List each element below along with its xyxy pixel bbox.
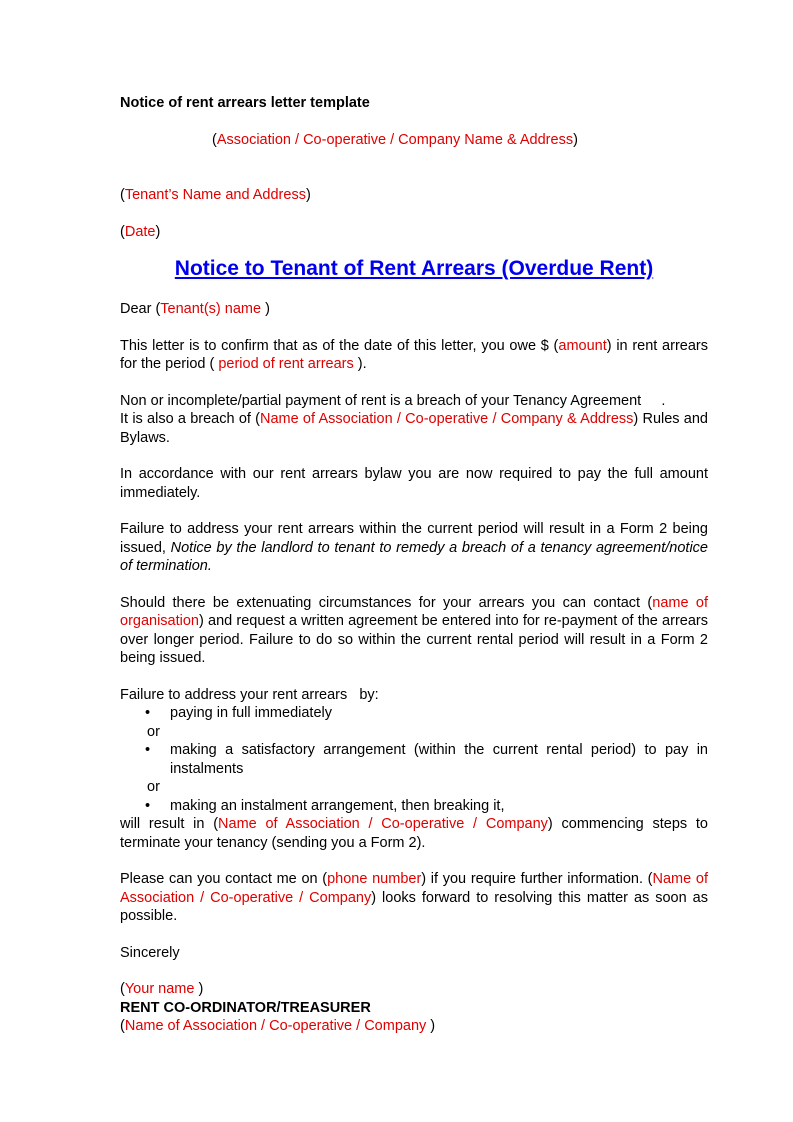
paragraph-bylaw: In accordance with our rent arrears bylaw you are now required to pay the full amount immediately. [120,466,708,501]
association-header [120,131,708,150]
document-title: Notice of rent arrears letter template [120,95,370,111]
paragraph-contact [120,870,708,926]
your-name-placeholder: Your name [124,981,199,997]
association-placeholder: Name of Association / Co-operative / Company [124,1018,431,1034]
association-placeholder: Name of Association / Co-operative / Company [120,871,708,906]
paragraph-form2 [120,520,708,576]
or-separator: or [147,779,160,795]
list-item-text: making an instalment arrangement, then breaking it, [170,797,505,814]
paragraph-extenuating [120,594,708,668]
paren-close: ) [305,187,311,203]
text-run: This letter is to confirm that as of the date of this letter, you owe $ ( [120,337,559,354]
list-item-text: paying in full immediately [170,705,332,721]
text-run: It is also a breach of ( [120,411,260,427]
paren-open: ( [120,981,125,997]
text-run: Should there be extenuating circumstances for your arrears you can contact ( [120,594,653,611]
salutation [120,300,708,319]
text-run: ) looks forward to resolving this matter as soon as possible. [120,889,708,924]
text-run: will result in ( [120,816,219,832]
association-placeholder: Name of Association / Co-operative / Company & Address [260,411,634,427]
failure-list [120,741,708,778]
failure-intro: Failure to address your rent arrears by: [120,686,379,703]
amount-placeholder: amount [558,337,607,354]
letter-date [120,223,708,242]
signature-role: RENT CO-ORDINATOR/TREASURER [120,999,371,1016]
paren-open: ( [212,131,217,148]
text-run: ) in rent arrears for the period ( [120,337,708,372]
paragraph-breach [120,410,708,447]
bullet-icon: • [145,797,151,814]
text-run: ) if you require further information. ( [421,871,653,887]
text-run: Please can you contact me on ( [120,871,328,887]
list-item [120,741,708,778]
or-separator: or [147,723,160,740]
text-run: ). [357,356,367,372]
notice-heading: Notice to Tenant of Rent Arrears (Overdue Rent) [174,257,654,280]
text-run: ) commencing steps to terminate your tenancy (sending you a Form 2). [120,816,708,851]
signature-name [120,980,708,999]
paren-close: ) [573,131,578,148]
paren-close: ) [155,223,161,240]
signature-organisation [120,1017,708,1036]
salutation-prefix: Dear ( [120,301,161,317]
paren-close: ) [198,981,204,997]
paren-open: ( [120,187,125,203]
list-item-text: making a satisfactory arrangement (within the current rental period) to pay in instalments [170,742,708,777]
failure-list [120,704,708,723]
bullet-icon: • [145,705,151,721]
form2-description: Notice by the landlord to tenant to remedy a breach of a tenancy agreement/notice of termination. [120,539,708,574]
paragraph-breach-line1: Non or incomplete/partial payment of rent is a breach of your Tenancy Agreement . [120,392,666,409]
text-run: ) and request a written agreement be entered into for re-payment of the arrears over longer period. Failure to do so within the current rental period will result in a Form 2 being issued. [120,613,708,666]
closing: Sincerely [120,944,180,961]
failure-list [120,797,708,816]
list-item [120,704,708,723]
paren-open: ( [120,1018,125,1034]
tenant-address-placeholder: Tenant’s Name and Address [124,187,306,203]
tenant-name-placeholder: Tenant(s) name [160,301,266,317]
list-item [120,797,708,816]
paren-close: ) [430,1018,436,1034]
text-run: Failure to address your rent arrears within the current period will result in a Form 2 being issued, [120,521,708,556]
paragraph-confirm-arrears [120,337,708,374]
text-run: ) Rules and Bylaws. [120,411,708,446]
tenant-address [120,186,708,205]
phone-placeholder: phone number [327,871,422,887]
bullet-icon: • [145,742,151,758]
letter-page [120,94,708,1036]
salutation-suffix: ) [265,301,270,317]
organisation-placeholder: name of organisation [120,594,708,629]
association-placeholder: Name of Association / Co-operative / Company [218,816,548,832]
paren-open: ( [120,223,125,240]
period-placeholder: period of rent arrears [214,356,358,372]
failure-result [120,815,708,852]
association-name-placeholder: Association / Co-operative / Company Name & Address [216,131,574,148]
date-placeholder: Date [124,223,156,240]
